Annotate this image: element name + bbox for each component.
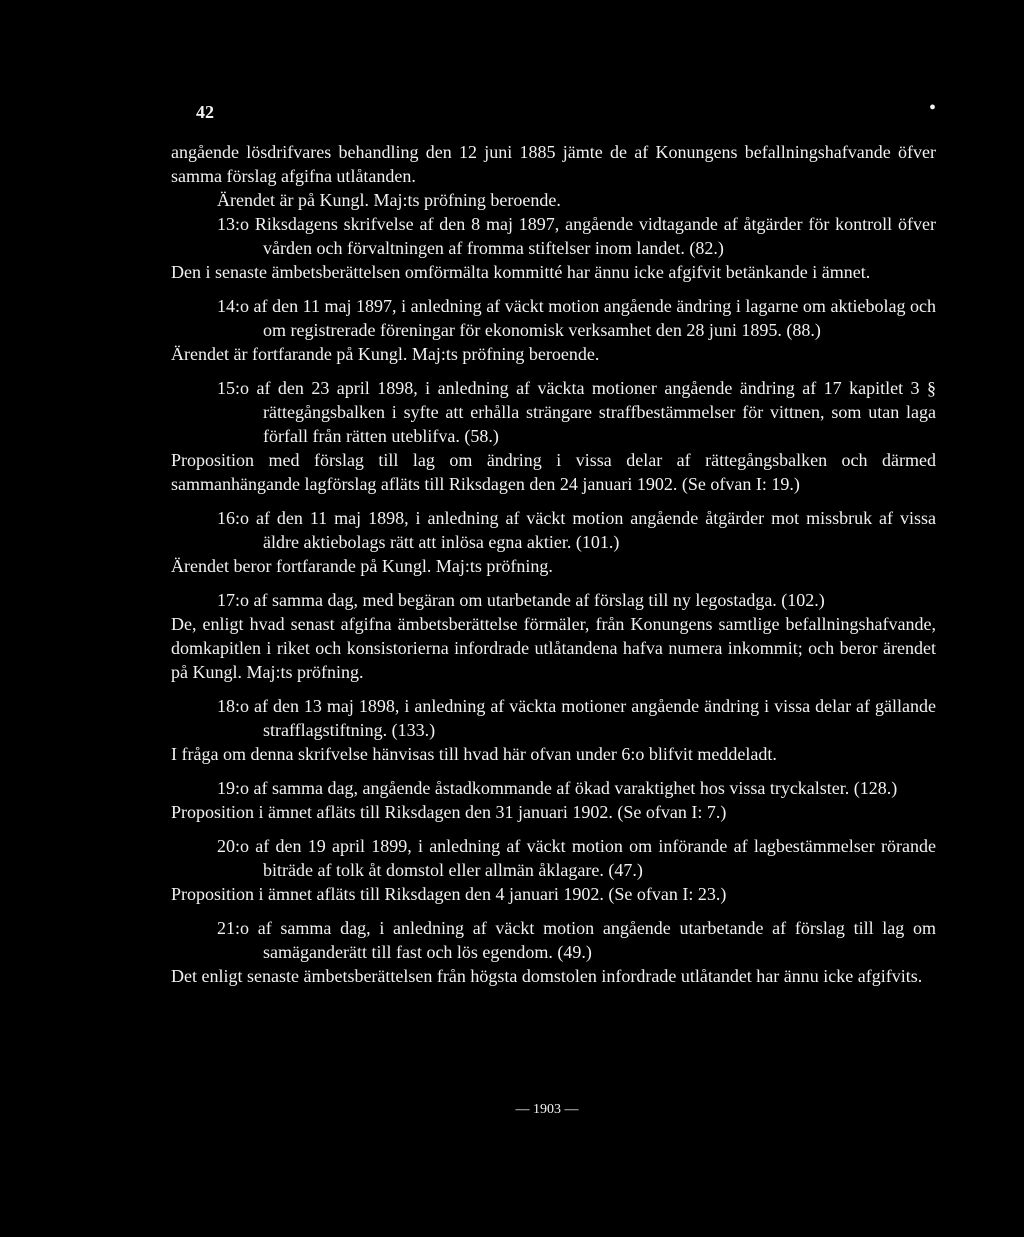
paragraph: angående lösdrifvares behandling den 12 juni 1885 jämte de af Konungens befallningshafvande öfver samma förslag afgifna utlåtanden. <box>171 142 936 186</box>
list-item: 21:o af samma dag, i anledning af väckt motion angående utarbetande af förslag till lag om samäganderätt till fast och lös egendom. (49.) <box>217 918 936 962</box>
page-footer: — 1903 — <box>515 1102 579 1117</box>
paragraph: De, enligt hvad senast afgifna ämbetsberättelse förmäler, från Konungens samtlige befallningshafvande, domkapitlen i riket och konsistorierna infordrade utlåtandena hafva numera inkommit; och beror ärendet på Kungl. Maj:ts pröfning. <box>171 614 936 682</box>
paragraph: Det enligt senaste ämbetsberättelsen från högsta domstolen infordrade utlåtandet har ännu icke afgifvits. <box>171 966 923 986</box>
list-item: 14:o af den 11 maj 1897, i anledning af väckt motion angående ändring i lagarne om aktiebolag och om registrerade föreningar för ekonomisk verksamhet den 28 juni 1895. (88.) <box>217 296 936 340</box>
corner-mark: • <box>929 97 937 119</box>
body-text <box>171 140 936 988</box>
list-item: 13:o Riksdagens skrifvelse af den 8 maj 1897, angående vidtagande af åtgärder för kontroll öfver vården och förvaltningen af fromma stiftelser inom landet. (82.) <box>217 214 936 258</box>
paragraph: Ärendet beror fortfarande på Kungl. Maj:ts pröfning. <box>171 556 553 576</box>
paragraph: Den i senaste ämbetsberättelsen omförmälta kommitté har ännu icke afgifvit betänkande i ämnet. <box>171 262 871 282</box>
list-item: 17:o af samma dag, med begäran om utarbetande af förslag till ny legostadga. (102.) <box>217 590 825 610</box>
paragraph: Proposition i ämnet afläts till Riksdagen den 31 januari 1902. (Se ofvan I: 7.) <box>171 802 727 822</box>
list-item: 19:o af samma dag, angående åstadkommande af ökad varaktighet hos vissa tryckalster. (128.) <box>217 778 898 798</box>
list-item: 15:o af den 23 april 1898, i anledning af väckta motioner angående ändring af 17 kapitlet 3 § rättegångsbalken i syfte att erhålla strängare straffbestämmelser för vittnen, som utan laga förfall från rätten uteblifva. (58.) <box>217 378 936 446</box>
list-item: 18:o af den 13 maj 1898, i anledning af väckta motioner angående ändring i vissa delar af gällande strafflagstiftning. (133.) <box>217 696 936 740</box>
paragraph: Proposition i ämnet afläts till Riksdagen den 4 januari 1902. (Se ofvan I: 23.) <box>171 884 727 904</box>
list-item: 16:o af den 11 maj 1898, i anledning af väckt motion angående åtgärder mot missbruk af vissa äldre aktiebolags rätt att inlösa egna aktier. (101.) <box>217 508 936 552</box>
paragraph: Proposition med förslag till lag om ändring i vissa delar af rättegångsbalken och därmed sammanhängande lagförslag afläts till Riksdagen den 24 januari 1902. (Se ofvan I: 19.) <box>171 450 936 494</box>
paragraph: Ärendet är fortfarande på Kungl. Maj:ts pröfning beroende. <box>171 344 600 364</box>
paragraph: Ärendet är på Kungl. Maj:ts pröfning beroende. <box>217 190 561 210</box>
paragraph: I fråga om denna skrifvelse hänvisas till hvad här ofvan under 6:o blifvit meddeladt. <box>171 744 777 764</box>
list-item: 20:o af den 19 april 1899, i anledning af väckt motion om införande af lagbestämmelser rörande biträde af tolk åt domstol eller allmän åklagare. (47.) <box>217 836 936 880</box>
page-number: 42 <box>196 102 214 122</box>
